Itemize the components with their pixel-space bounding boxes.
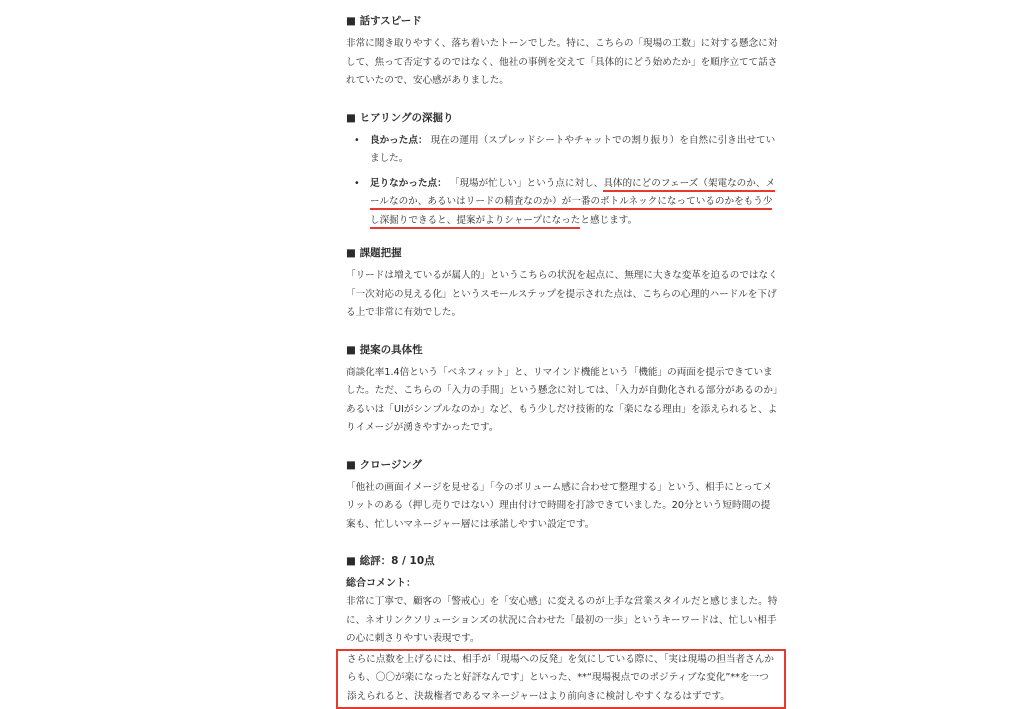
section-body: 「他社の画面イメージを見せる」「今のボリューム感に合わせて整理する」という、相手にとってメリットのある（押し売りではない）理由付けで時間を打診できていました。20分という短時間の提案も、忙しいマネージャー層には承諾しやすい設定です。 — [346, 479, 778, 535]
highlighted-box — [336, 649, 786, 709]
list-item-good-point — [346, 132, 778, 169]
section-heading: ■ 話すスピード — [346, 12, 778, 30]
missing-point-tail: と感じます。 — [580, 215, 637, 226]
overall-comment-body: 非常に丁寧で、顧客の「警戒心」を「安心感」に変えるのが上手な営業スタイルだと感じました。特に、ネオリンクソリューションズの状況に合わせた「最初の一歩」というキーワードは、忙しい相手の心に刺さりやすい表現です。 — [346, 593, 778, 649]
missing-point-label: 足りなかった点： — [370, 178, 447, 189]
section-body: 「リードは増えているが属人的」というこちらの状況を起点に、無理に大きな変革を迫るのではなく「一次対応の見える化」というスモールステップを提示された点は、こちらの心理的ハードルを下げる上で非常に有効でした。 — [346, 267, 778, 323]
good-point-text: 現在の運用（スプレッドシートやチャットでの割り振り）を自然に引き出せていました。 — [370, 135, 775, 165]
section-body: 商談化率1.4倍という「ベネフィット」と、リマインド機能という「機能」の両面を提示できていました。ただ、こちらの「入力の手間」という懸念に対しては、「入力が自動化される部分があるのか」あるいは「UIがシンプルなのか」など、もう少しだけ技術的な「楽になる理由」を添えられると、よりイメージが湧きやすかったです。 — [346, 364, 778, 438]
section-proposal — [346, 341, 778, 438]
hearing-bullets — [346, 132, 778, 231]
good-point-label: 良かった点： — [370, 135, 428, 146]
section-heading: ■ 課題把握 — [346, 244, 778, 262]
section-heading: ■ 提案の具体性 — [346, 341, 778, 359]
evaluation-document — [346, 12, 778, 709]
section-heading: ■ クロージング — [346, 456, 778, 474]
section-closing — [346, 456, 778, 535]
section-hearing — [346, 109, 778, 231]
section-body: 非常に聞き取りやすく、落ち着いたトーンでした。特に、こちらの「現場の工数」に対する懸念に対して、焦って否定するのではなく、他社の事例を交えて「具体的にどう始めたか」を順序立てて話されていたので、安心感がありました。 — [346, 35, 778, 91]
overall-comment-heading: 総合コメント： — [346, 575, 778, 593]
section-heading: ■ ヒアリングの深掘り — [346, 109, 778, 127]
list-item-missing-point — [346, 175, 778, 231]
section-overall — [346, 552, 778, 709]
section-speaking-speed — [346, 12, 778, 91]
highlighted-underline: 具体的にどのフェーズ（架電なのか、メールなのか、あるいはリードの精査なのか）が一番のボトルネックになっているのかをもう少し深掘りできると、提案がよりシャープになった — [370, 178, 775, 229]
missing-point-text: 「現場が忙しい」という点に対し、 — [450, 178, 604, 189]
section-heading: ■ 総評：8 / 10点 — [346, 552, 778, 570]
overall-boxed-text: さらに点数を上げるには、相手が「現場への反発」を気にしている際に、「実は現場の担当者さんからも、〇〇が楽になったと好評なんです」といった、**“現場視点でのポジティブな変化”**を一つ添えられると、決裁権者であるマネージャーはより前向きに検討しやすくなるはずです。 — [347, 651, 776, 707]
section-issue — [346, 244, 778, 323]
